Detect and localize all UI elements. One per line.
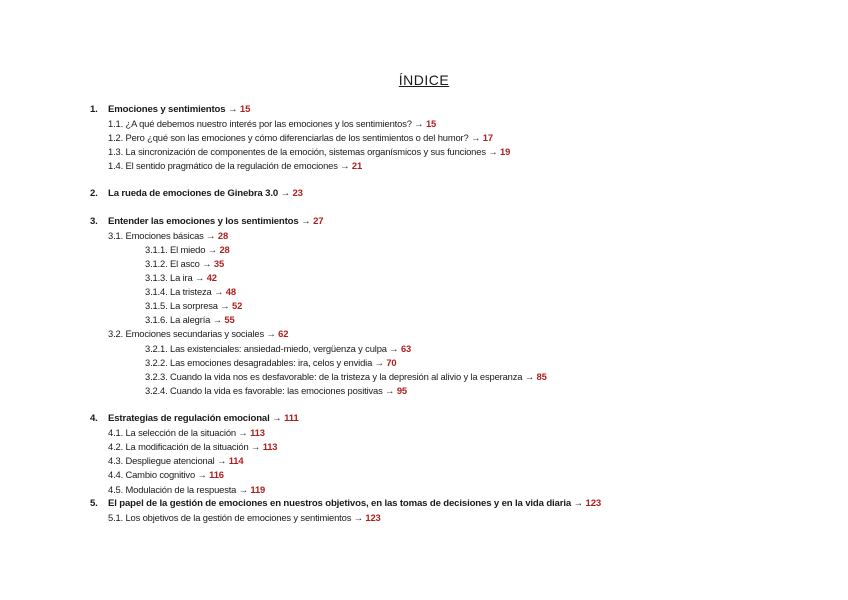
toc-entry-page-number: 48 — [225, 286, 236, 297]
arrow-icon: → — [238, 427, 251, 438]
toc-entry-title: Estrategias de regulación emocional — [108, 413, 270, 424]
arrow-icon: → — [214, 286, 226, 297]
toc-entry-page-number: 70 — [386, 357, 397, 368]
toc-entry-title: 3.2.3. Cuando la vida nos es desfavorable: de la tristeza y la depresión al alivio y la esperanza — [145, 371, 523, 382]
toc-entry-title: 3.1. Emociones básicas — [108, 230, 204, 241]
toc-entry-title: 1.3. La sincronización de componentes de la emoción, sistemas organísmicos y sus funciones — [108, 146, 486, 157]
toc-entry-page-number: 17 — [482, 132, 493, 143]
arrow-icon: → — [389, 343, 401, 354]
toc-entry-page-number: 55 — [224, 314, 235, 325]
toc-entry-page-number: 123 — [365, 512, 381, 523]
toc-entry-title: Emociones y sentimientos — [108, 104, 226, 115]
toc-entry-title: 3.1.6. La alegría — [145, 314, 211, 325]
toc-entry-number: 5. — [90, 498, 98, 509]
toc-entry-title: Entender las emociones y los sentimientos — [108, 216, 299, 227]
arrow-icon: → — [206, 230, 218, 241]
arrow-icon: → — [573, 498, 586, 509]
arrow-icon: → — [212, 314, 225, 325]
toc-entry-title: La rueda de emociones de Ginebra 3.0 — [108, 188, 279, 199]
arrow-icon: → — [266, 328, 279, 339]
arrow-icon: → — [340, 160, 352, 171]
toc-entry-title: 3.1.2. El asco — [145, 258, 200, 269]
toc-entry-number: 3. — [90, 216, 98, 227]
toc-entry-page-number: 116 — [209, 469, 224, 480]
toc-entry-page-number: 15 — [425, 118, 437, 129]
arrow-icon: → — [385, 385, 397, 396]
toc-entry-page-number: 42 — [206, 272, 217, 283]
page-title: ÍNDICE — [398, 72, 450, 88]
arrow-icon: → — [197, 469, 210, 480]
toc-entry-title: 1.2. Pero ¿qué son las emociones y cómo diferenciarlas de los sentimientos o del humor? — [108, 132, 469, 143]
arrow-icon: → — [524, 371, 537, 382]
toc-entry-title: 3.1.4. La tristeza — [145, 286, 212, 297]
toc-entry-title: 5.1. Los objetivos de la gestión de emociones y sentimientos — [108, 512, 352, 523]
toc-entry-title: 3.1.5. La sorpresa — [145, 300, 218, 311]
arrow-icon: → — [488, 146, 501, 157]
toc-entry-page-number: 28 — [217, 230, 229, 241]
toc-entry-title: 4.5. Modulación de la respuesta — [108, 484, 237, 495]
toc-entry-title: 3.1.1. El miedo — [145, 244, 206, 255]
toc-entry-page-number: 15 — [239, 104, 251, 115]
toc-entry-page-number: 113 — [250, 427, 265, 438]
toc-entry-page-number: 23 — [292, 188, 303, 199]
toc-entry-page-number: 95 — [396, 385, 407, 396]
arrow-icon: → — [471, 132, 483, 143]
arrow-icon: → — [220, 300, 233, 311]
arrow-icon: → — [374, 357, 387, 368]
toc-entry-page-number: 114 — [228, 455, 244, 466]
toc-entry-number: 4. — [90, 413, 98, 424]
toc-entry-title: 4.3. Despliegue atencional — [108, 455, 215, 466]
toc-entry-title: 3.2.2. Las emociones desagradables: ira, celos y envidia — [145, 357, 373, 368]
toc-entry-page-number: 52 — [232, 300, 243, 311]
toc-entry-page-number: 21 — [351, 160, 363, 171]
toc-entry-page-number: 27 — [313, 216, 324, 227]
toc-entry-page-number: 123 — [585, 498, 602, 509]
arrow-icon: → — [251, 441, 263, 452]
toc-entry-page-number: 111 — [284, 413, 299, 424]
arrow-icon: → — [227, 104, 240, 115]
arrow-icon: → — [195, 272, 207, 283]
toc-entry-page-number: 63 — [400, 343, 412, 354]
toc-entry-number: 1. — [90, 104, 98, 115]
toc-entry-page-number: 113 — [262, 441, 278, 452]
arrow-icon: → — [207, 244, 220, 255]
toc-entry-page-number: 35 — [213, 258, 225, 269]
toc-entry-title: 3.2. Emociones secundarias y sociales — [108, 328, 264, 339]
arrow-icon: → — [272, 413, 285, 424]
arrow-icon: → — [414, 118, 426, 129]
toc-entry-title: 3.2.4. Cuando la vida es favorable: las emociones positivas — [145, 385, 383, 396]
toc-entry-page-number: 62 — [278, 328, 289, 339]
toc-entry-number: 2. — [90, 188, 98, 199]
toc-entry-title: 3.1.3. La ira — [145, 272, 193, 283]
arrow-icon: → — [238, 484, 251, 495]
toc-entry-title: 4.2. La modificación de la situación — [108, 441, 249, 452]
toc-entry-title: 3.2.1. Las existenciales: ansiedad-miedo, vergüenza y culpa — [145, 343, 387, 354]
arrow-icon: → — [301, 216, 314, 227]
toc-entry-title: El papel de la gestión de emociones en nuestros objetivos, en las tomas de decisiones y en la vida diaria — [108, 498, 572, 509]
arrow-icon: → — [217, 455, 229, 466]
toc-entry-title: 1.1. ¿A qué debemos nuestro interés por las emociones y los sentimientos? — [108, 118, 412, 129]
toc-entry-page-number: 85 — [536, 371, 547, 382]
arrow-icon: → — [353, 512, 366, 523]
toc-entry-page-number: 19 — [500, 146, 511, 157]
toc-entry-page-number: 28 — [219, 244, 230, 255]
toc-entry-title: 4.4. Cambio cognitivo — [108, 469, 196, 480]
toc-entry-page-number: 119 — [250, 484, 266, 495]
toc-entry-title: 1.4. El sentido pragmático de la regulación de emociones — [108, 160, 338, 171]
arrow-icon: → — [280, 188, 293, 199]
arrow-icon: → — [202, 258, 214, 269]
toc-entry-title: 4.1. La selección de la situación — [108, 427, 236, 438]
